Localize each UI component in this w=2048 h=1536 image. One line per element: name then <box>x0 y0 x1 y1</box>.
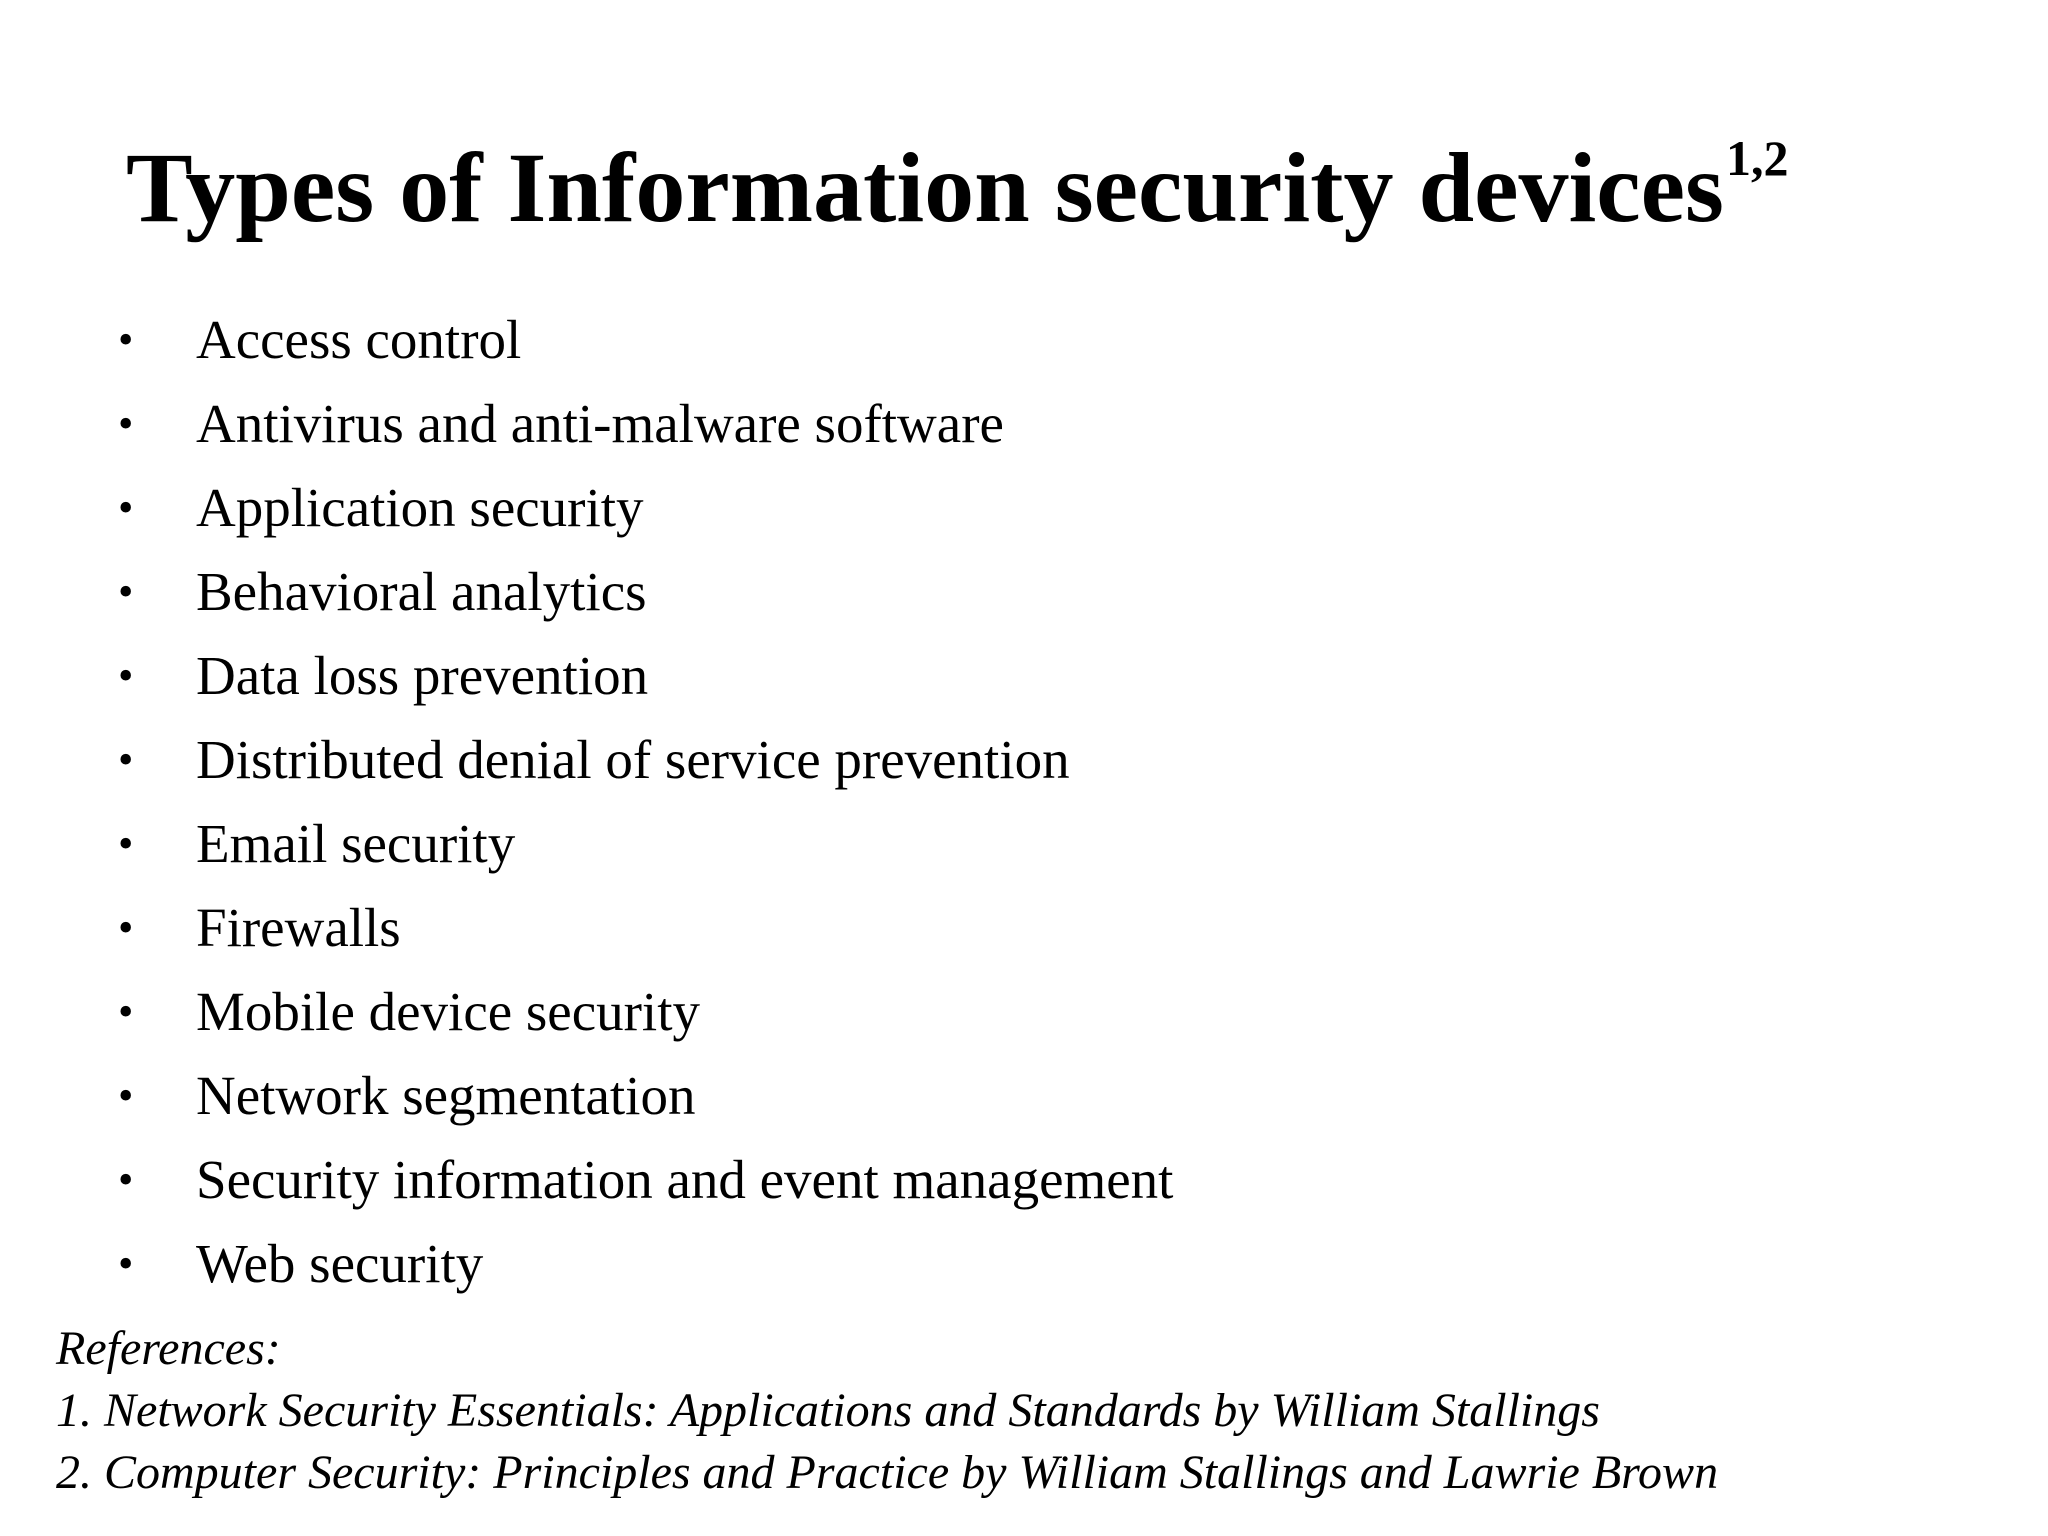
reference-item: 2. Computer Security: Principles and Practice by William Stallings and Lawrie Brown <box>56 1446 1719 1499</box>
list-item-text: Antivirus and anti-malware software <box>196 393 1004 454</box>
list-item-text: Firewalls <box>196 897 401 958</box>
bullet-icon: • <box>118 315 134 364</box>
bullet-icon: • <box>118 1155 134 1204</box>
list-item-text: Security information and event management <box>196 1149 1174 1210</box>
list-item-text: Network segmentation <box>196 1065 696 1126</box>
list-item-text: Email security <box>196 813 516 874</box>
reference-item: 1. Network Security Essentials: Applications and Standards by William Stallings <box>56 1384 1600 1437</box>
list-item-text: Access control <box>196 309 522 370</box>
list-item-text: Distributed denial of service prevention <box>196 729 1070 790</box>
slide-title <box>126 128 1788 248</box>
bullet-icon: • <box>118 735 134 784</box>
list-item-text: Web security <box>196 1233 484 1294</box>
bullet-icon: • <box>118 903 134 952</box>
bullet-icon: • <box>118 1071 134 1120</box>
bullet-icon: • <box>118 819 134 868</box>
list-item-text: Application security <box>196 477 644 538</box>
bullet-icon: • <box>118 1239 134 1288</box>
list-item-text: Data loss prevention <box>196 645 649 706</box>
list-item-text: Behavioral analytics <box>196 561 647 622</box>
references-block <box>56 1318 1718 1504</box>
bullet-icon: • <box>118 399 134 448</box>
bullet-icon: • <box>118 651 134 700</box>
title-reference-superscript: 1,2 <box>1725 130 1789 186</box>
list-item-text: Mobile device security <box>196 981 700 1042</box>
bullet-icon: • <box>118 567 134 616</box>
bullet-icon: • <box>118 483 134 532</box>
references-heading: References: <box>56 1322 281 1375</box>
bullet-icon: • <box>118 987 134 1036</box>
slide-title-text: Types of Information security devices <box>126 132 1724 243</box>
